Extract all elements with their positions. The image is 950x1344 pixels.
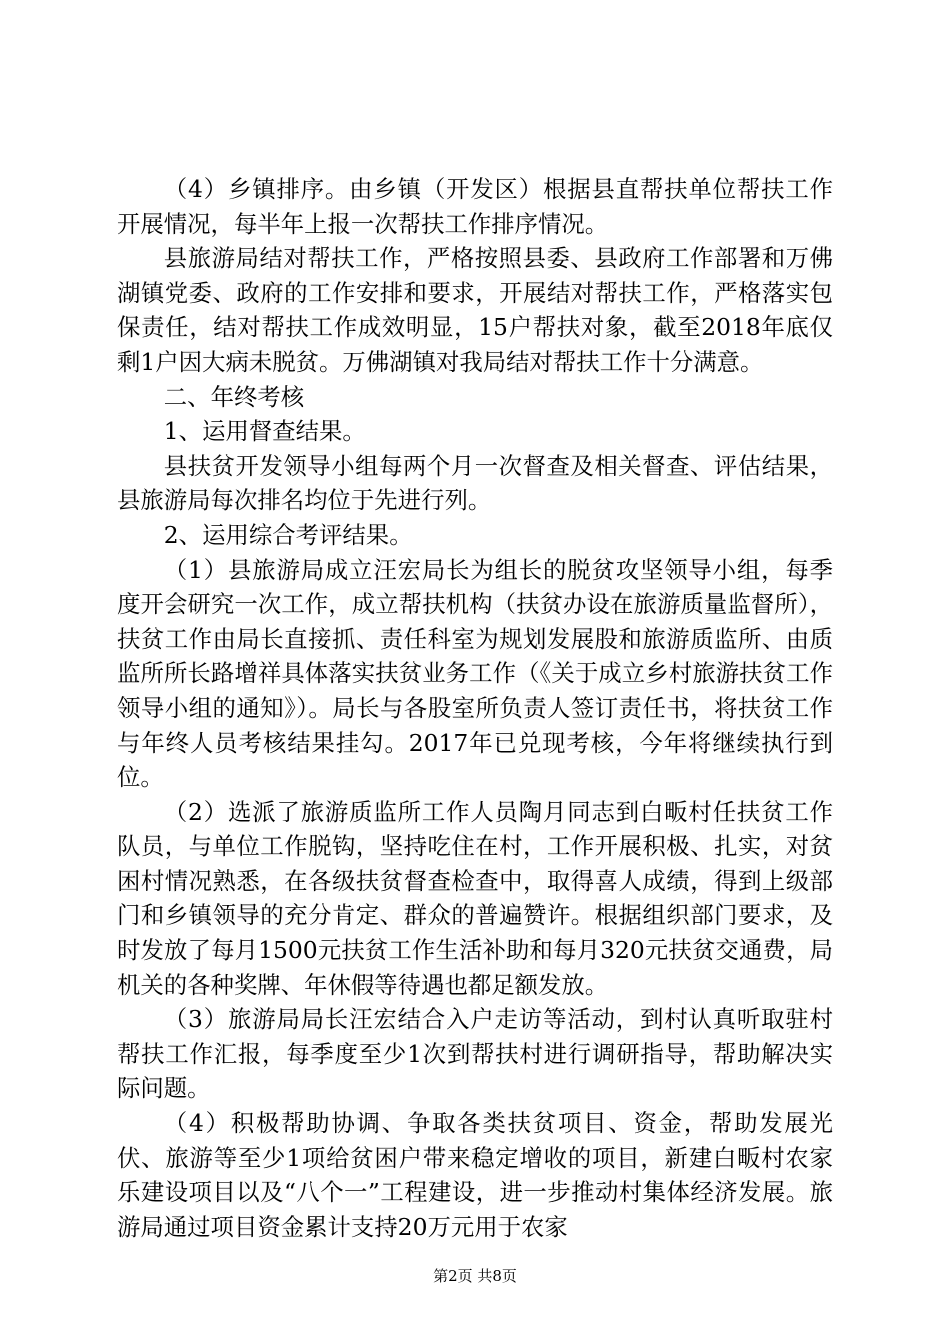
paragraph-township-ranking: （4）乡镇排序。由乡镇（开发区）根据县直帮扶单位帮扶工作开展情况，每半年上报一次帮扶工作排序情况。 <box>117 175 833 238</box>
paragraph-tourism-bureau-assistance: 县旅游局结对帮扶工作，严格按照县委、县政府工作部署和万佛湖镇党委、政府的工作安排和要求，开展结对帮扶工作，严格落实包保责任，结对帮扶工作成效明显，15户帮扶对象，截至2018年底仅剩1户因大病未脱贫。万佛湖镇对我局结对帮扶工作十分满意。 <box>117 244 833 376</box>
paragraph-projects-funding: （4）积极帮助协调、争取各类扶贫项目、资金，帮助发展光伏、旅游等至少1项给贫困户带来稳定增收的项目，新建白畈村农家乐建设项目以及“八个一”工程建设，进一步推动村集体经济发展。旅游局通过项目资金累计支持20万元用于农家 <box>117 1109 833 1241</box>
subheading-supervision-results: 1、运用督查结果。 <box>163 417 366 446</box>
document-body <box>117 172 833 1244</box>
paragraph-director-visits: （3）旅游局局长汪宏结合入户走访等活动，到村认真听取驻村帮扶工作汇报，每季度至少1次到帮扶村进行调研指导，帮助解决实际问题。 <box>117 1005 833 1103</box>
paragraph-leadership-group: （1）县旅游局成立汪宏局长为组长的脱贫攻坚领导小组，每季度开会研究一次工作，成立帮扶机构（扶贫办设在旅游质量监督所），扶贫工作由局长直接抓、责任科室为规划发展股和旅游质监所、由质监所所长路增祥具体落实扶贫业务工作（《关于成立乡村旅游扶贫工作领导小组的通知》）。局长与各股室所负责人签订责任书，将扶贫工作与年终人员考核结果挂勾。2017年已兑现考核，今年将继续执行到位。 <box>117 555 833 792</box>
page-number-footer: 第2页 共8页 <box>433 1267 517 1285</box>
paragraph-supervision-results: 县扶贫开发领导小组每两个月一次督查及相关督查、评估结果，县旅游局每次排名均位于先进行列。 <box>117 451 833 515</box>
paragraph-dispatched-staff: （2）选派了旅游质监所工作人员陶月同志到白畈村任扶贫工作队员，与单位工作脱钩，坚持吃住在村，工作开展积极、扎实，对贫困村情况熟悉，在各级扶贫督查检查中，取得喜人成绩，得到上级部门和乡镇领导的充分肯定、群众的普遍赞许。根据组织部门要求，及时发放了每月1500元扶贫工作生活补助和每月320元扶贫交通费，局机关的各种奖牌、年休假等待遇也都足额发放。 <box>117 797 833 999</box>
section-heading-year-end-assessment: 二、年终考核 <box>163 382 305 411</box>
subheading-comprehensive-evaluation: 2、运用综合考评结果。 <box>163 520 413 549</box>
